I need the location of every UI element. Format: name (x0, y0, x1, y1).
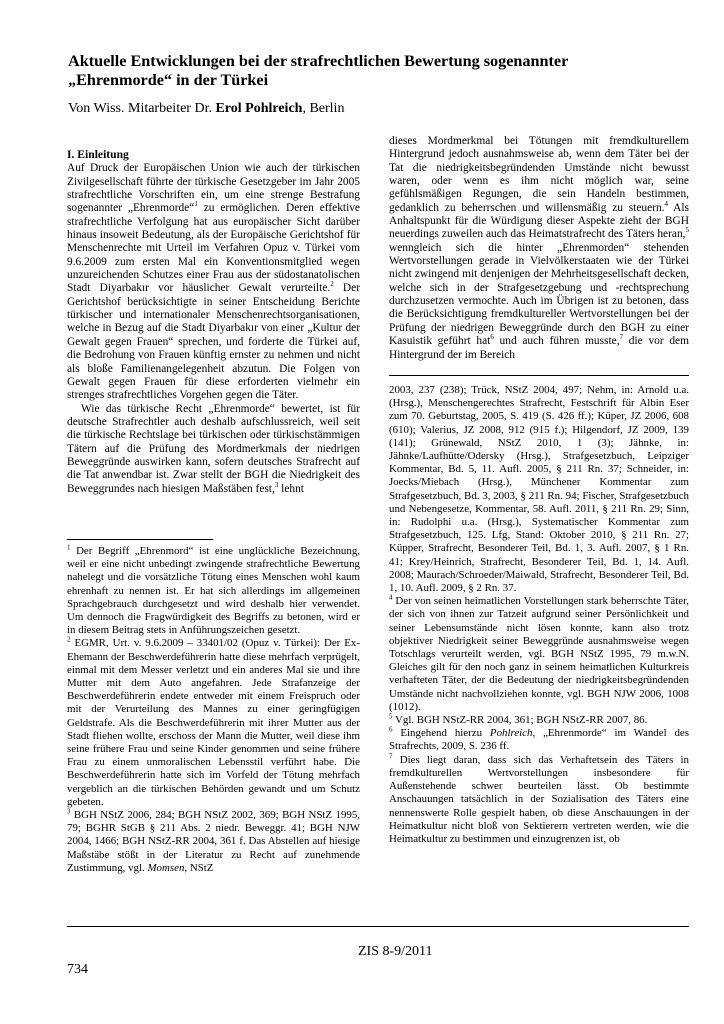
byline-prefix: Von Wiss. Mitarbeiter Dr. (68, 101, 216, 116)
page-number: 734 (67, 962, 88, 977)
footnote-ref[interactable]: 6 (490, 333, 494, 342)
footnote-ref[interactable]: 3 (274, 480, 279, 489)
right-column (389, 135, 689, 362)
footnote-4: $^4$ Der von seinen heimatlichen Vorstellungen stark beherrschte Täter, der sich von ihnen zur Tatzeit aufgrund seiner Persönlichkeit und seiner Lebensumstände nicht lösen konnte, kann also trotz objektiver Niedrigkeit seiner Beweggründe ausnahmsweise wegen Totschlags verurteilt werden, vgl. BGH NStZ 1995, 79 m.w.N. Gleiches gilt für den noch ganz in seinem heimatlichen Kulturkreis verhafteten Täter, der die Bedeutung der niedrigkeitsbegründenden Umstände nicht nachvollziehen konnte, vgl. BGH NJW 2006, 1008 (1012). (389, 593, 689, 713)
article-title: Aktuelle Entwicklungen bei der strafrechtlichen Bewertung sogenannter „Ehrenmorde“ in der Türkei (68, 52, 569, 89)
byline-suffix: , Berlin (302, 101, 345, 116)
footnote-ref[interactable]: 2 (330, 280, 334, 289)
footnote-ref[interactable]: 7 (619, 333, 624, 342)
byline (68, 101, 344, 117)
footnote-separator (67, 539, 213, 540)
footer-rule (67, 926, 689, 927)
paragraph: Auf Druck der Europäischen Union wie auch der türkischen Zivilgesellschaft führte der türkische Gesetzgeber im Jahr 2005 strafrechtliche Vorschriften ein, um eine strenge Bestrafung sogenannter „Ehrenmorde“$^1$ zu ermöglichen. Deren effektive strafrechtliche Verfolgung hat aus europäischer Sicht darüber hinaus insoweit Bedeutung, als der Europäische Gerichtshof für Menschenrechte mit Urteil im Verfahren Opuz v. Türkei vom 9.6.2009 zum ersten Mal ein Konventionsmitglied wegen unzureichenden Schutzes einer Frau aus der südostanatolischen Stadt Diyarbakır vor häuslicher Gewalt verurteilte.$^2$ Der Gerichtshof berücksichtigte in seiner Entscheidung Berichte türkischer und internationaler Menschenrechtsorganisationen, welche in Bezug auf die Stadt Diyarbakır von einer „Kultur der Gewalt gegen Frauen“ sprechen, und forderte die Türkei auf, die Bedrohung von Frauen künftig ernster zu nehmen und nicht als bloße Familienangelegenheit abzutun. Die Folgen von Gewalt gegen Frauen für diese erforderten vielmehr ein strenges strafrechtliches Vorgehen gegen die Täter. (67, 162, 360, 402)
paragraph: Wie das türkische Recht „Ehrenmorde“ bewertet, ist für deutsche Strafrechtler auch deshalb aufschlussreich, weil seit die türkische Rechtslage bei türkischen oder türkischstämmigen Tätern auf die Prüfung des Mordmerkmals der niedrigen Beweggründe auswirken kann, sofern deutsches Strafrecht auf die Tat anwendbar ist. Zwar stellt der BGH die Niedrigkeit des Beweggrundes nach hiesigen Maßstäben fest,$^3$ lehnt (67, 402, 360, 495)
footnote-6: $^6$ Eingehend hierzu Pohlreich, „Ehrenmorde“ im Wandel des Strafrechts, 2009, S. 236 ff. (389, 725, 689, 753)
footnote-1: $^1$ Der Begriff „Ehrenmord“ ist eine unglückliche Bezeichnung, weil er eine nicht unbedingt zwingende strafrechtliche Bewertung nahelegt und die vorsätzliche Tötung eines Menschen wohl kaum ehrenhaft zu nennen ist. Er hat sich allerdings im allgemeinen Sprachgebrauch durchgesetzt und wird deshalb hier verwendet. Um dennoch die Fragwürdigkeit des Begriffs zu betonen, wird er in diesem Beitrag stets in Anführungszeichen gesetzt. (67, 543, 360, 637)
section-heading: I. Einleitung (67, 148, 129, 161)
author-name: Erol Pohlreich (215, 101, 303, 116)
journal-issue: ZIS 8-9/2011 (358, 944, 433, 959)
left-column (67, 148, 360, 496)
footnote-5: $^5$ Vgl. BGH NStZ-RR 2004, 361; BGH NStZ-RR 2007, 86. (389, 712, 648, 727)
footnotes-right (389, 384, 689, 846)
paragraph: dieses Mordmerkmal bei Tötungen mit fremdkulturellem Hintergrund jedoch ausnahmsweise ab, wenn dem Täter bei der Tat die niedrigkeitsbegründenden Umstände nicht bewusst waren, oder wenn es ihm nicht möglich war, seine gefühlsmäßigen Regungen, die sein Handeln bestimmen, gedanklich zu beherrschen und willensmäßig zu steuern.$^4$ Als Anhaltspunkt für die Würdigung dieser Aspekte zieht der BGH neuerdings zuweilen auch das Heimatstrafrecht des Täters heran,$^5$ wenngleich sich die hinter „Ehrenmorden“ stehenden Wertvorstellungen gerade in Vielvölkerstaaten wie der Türkei nicht zwingend mit denjenigen der Mehrheitsgesellschaft decken, welche sich in der Strafgesetzgebung und -rechtsprechung durchzusetzen vermochte. Auch im Übrigen ist zu betonen, dass die Berücksichtigung fremdkultureller Wertvorstellungen bei der Prüfung der niedrigen Beweggründe durch den BGH zu einer Kasuistik geführt hat$^6$ und auch führen musste,$^7$ die vor dem Hintergrund der im Bereich (389, 135, 689, 361)
footnotes-left (67, 545, 360, 875)
footnote-ref[interactable]: 5 (685, 226, 689, 235)
footnote-separator (389, 375, 689, 376)
footnote-2: $^2$ EGMR, Urt. v. 9.6.2009 – 33401/02 (Opuz v. Türkei): Der Ex-Ehemann der Beschwerdeführerin hatte diese mehrfach verprügelt, einmal mit dem Messer verletzt und ein anderes Mal sie und ihre Mutter mit dem Auto angefahren. Jede Strafanzeige der Beschwerdeführerin endete entweder mit einem Freispruch oder mit der Verurteilung des Mannes zu einer geringfügigen Geldstrafe. Als die Beschwerdeführerin mit ihrer Mutter aus der Stadt fliehen wollte, erschoss der Mann die Mutter, weil diese ihm seine frühere Frau und seine Kinder genommen und seine frühere Frau zu einem unmoralischen Lebensstil verführt habe. Die Beschwerdeführerin hatte sich im Vorfeld der Tötung mehrfach vergeblich an die türkischen Behörden gewandt und um Schutz gebeten. (67, 635, 360, 808)
footnote-3-continued: 2003, 237 (238); Trück, NStZ 2004, 497; Nehm, in: Arnold u.a. (Hrsg.), Menschengerechtes Strafrecht, Festschrift für Albin Eser zum 70. Geburtstag, 2005, S. 419 (S. 426 ff.); Küper, JZ 2006, 608 (610); Valerius, JZ 2008, 912 (915 f.); Hilgendorf, JZ 2009, 139 (141); Grünewald, NStZ 2010, 1 (3); Jähnke, in: Jähnke/Laufhütte/Odersky (Hrsg.), Strafgesetzbuch, Leipziger Kommentar, Bd. 5, 11. Aufl. 2005, § 211 Rn. 37; Schneider, in: Joecks/Miebach (Hrsg.), Münchener Kommentar zum Strafgesetzbuch, Bd. 3, 2003, § 211 Rn. 94; Fischer, Strafgesetzbuch und Nebengesetze, Kommentar, 58. Aufl. 2011, § 211 Rn. 29; Sinn, in: Rudolphi u.a. (Hrsg.), Systematischer Kommentar zum Strafgesetzbuch, 125. Lfg, Stand: Oktober 2010, § 211 Rn. 27; Küpper, Strafrecht, Besonderer Teil, Bd. 1, 3. Aufl. 2007, § 1 Rn. 41; Krey/Heinrich, Strafrecht, Besonderer Teil, Bd. 1, 14. Aufl. 2008; Maurach/Schroeder/Maiwald, Strafrecht, Besonderer Teil, Bd. 1, 10. Aufl. 2009, § 2 Rn. 37. (389, 384, 689, 595)
footnote-3: $^3$ BGH NStZ 2006, 284; BGH NStZ 2002, 369; BGH NStZ 1995, 79; BGHR StGB § 211 Abs. 2 niedr. Beweggr. 41; BGH NJW 2004, 1466; BGH NStZ-RR 2004, 361 f. Das Abstellen auf hiesige Maßstäbe stößt in der Literatur zu Recht auf zunehmende Zustimmung, vgl. Momsen, NStZ (67, 807, 360, 874)
footnote-ref[interactable]: 1 (194, 200, 198, 209)
footnote-7: $^7$ Dies liegt daran, dass sich das Verhaftetsein des Täters in fremdkulturellen Wertvorstellungen insbesondere für Außenstehende schwer beurteilen lässt. Ob bestimmte Anschauungen tatsächlich in der Sozialisation des Täters eine nennenswerte Rolle gespielt haben, ob diese Anschauungen in der Heimatkultur nicht bloß von Sektierern vertreten werden, wie die Heimatkultur zu bestimmen und einzugrenzen ist, ob (389, 752, 689, 845)
footnote-ref[interactable]: 4 (664, 199, 668, 208)
